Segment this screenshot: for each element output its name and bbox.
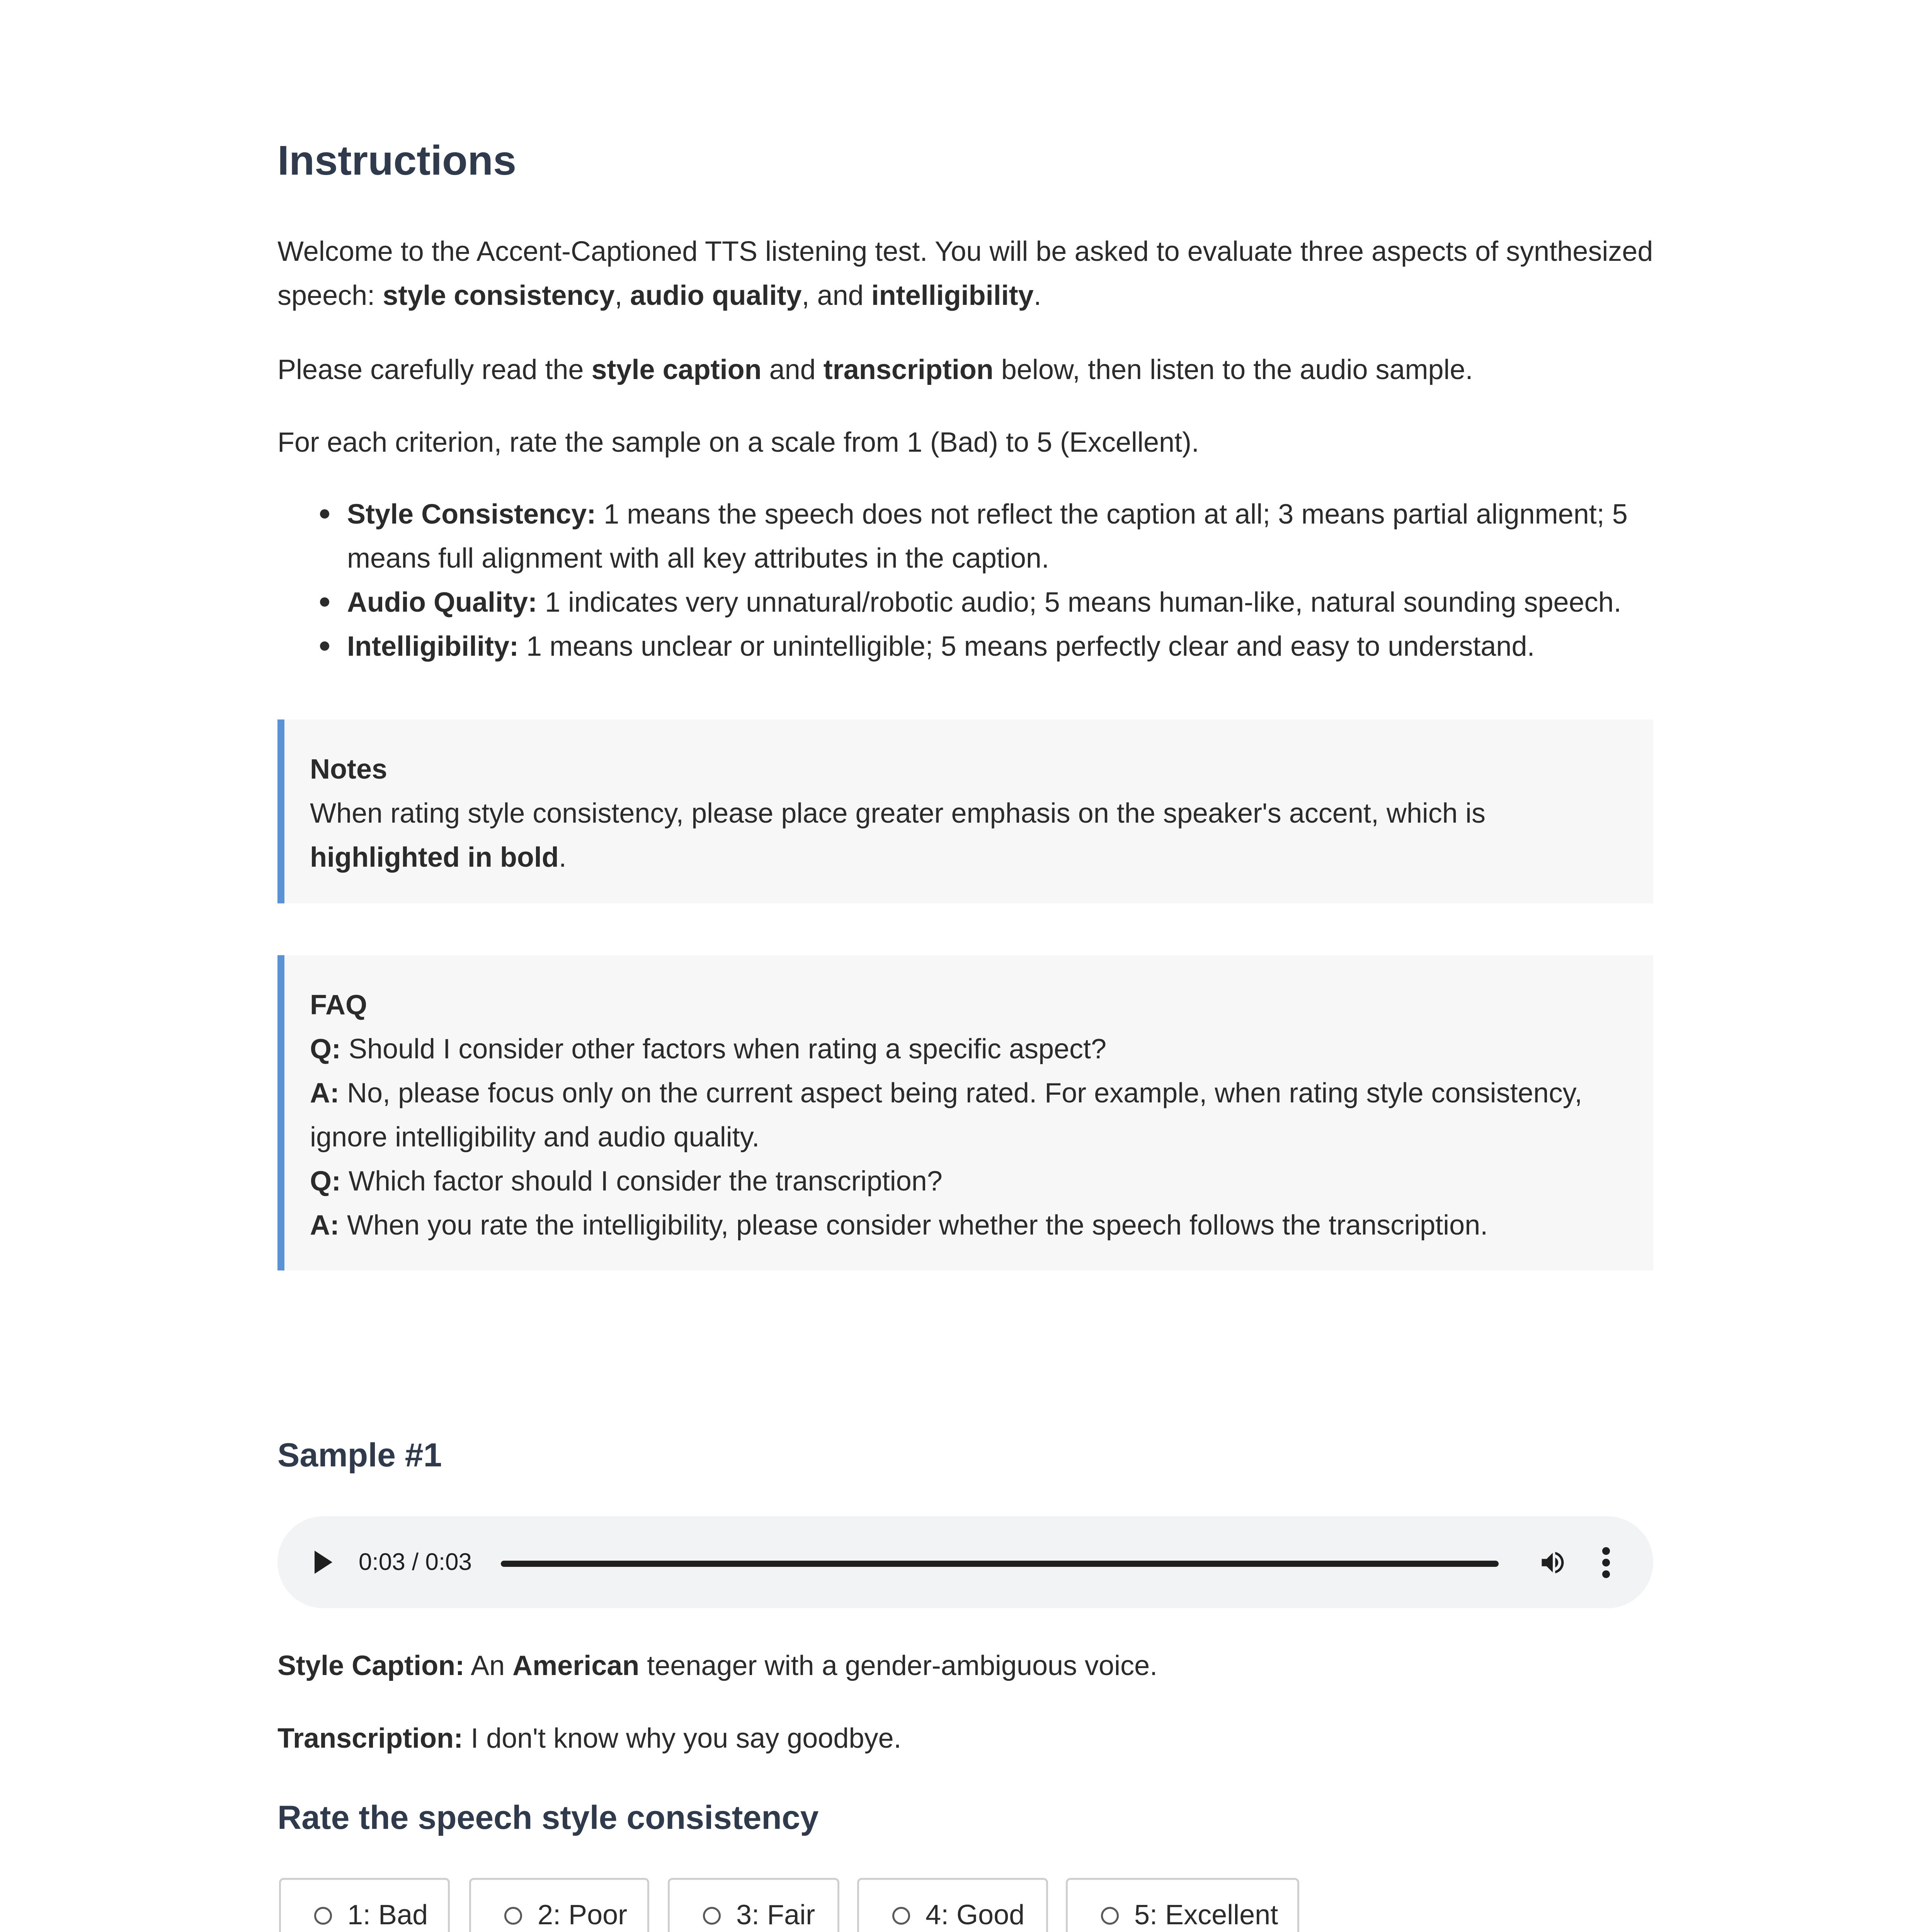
rate-style-title: Rate the speech style consistency <box>277 1799 819 1836</box>
radio-icon[interactable] <box>314 1907 332 1925</box>
audio-progress-bar[interactable] <box>501 1561 1499 1567</box>
audio-progress-fill <box>501 1561 1499 1567</box>
faq-item: A: No, please focus only on the current aspect being rated. For example, when rating style consistency, ignore intelligibility and audio quality. <box>310 1078 1582 1153</box>
audio-time: 0:03 / 0:03 <box>359 1549 472 1575</box>
faq-item: Q: Which factor should I consider the transcription? <box>310 1166 943 1197</box>
transcription: Transcription: I don't know why you say goodbye. <box>277 1723 902 1754</box>
faq-box <box>277 955 1653 1270</box>
notes-title: Notes <box>310 754 388 785</box>
volume-icon[interactable] <box>1538 1548 1567 1577</box>
caption-accent: American <box>512 1650 640 1681</box>
radio-icon[interactable] <box>892 1907 910 1925</box>
radio-icon[interactable] <box>1101 1907 1119 1925</box>
rating-style-option-5[interactable]: 5: Excellent <box>1066 1878 1299 1932</box>
more-vert-icon[interactable] <box>1601 1547 1611 1578</box>
rating-group-style <box>277 1878 1653 1932</box>
faq-item: A: When you rate the intelligibility, please consider whether the speech follows the transcription. <box>310 1210 1488 1241</box>
play-icon[interactable] <box>315 1551 332 1574</box>
sample-title: Sample #1 <box>277 1437 442 1474</box>
read-instructions-paragraph: Please carefully read the style caption and transcription below, then listen to the audio sample. <box>277 354 1473 385</box>
notes-box: Notes When rating style consistency, please place greater emphasis on the speaker's accent, which is highlighted in bold. <box>277 719 1653 903</box>
intro-paragraph: Welcome to the Accent-Captioned TTS listening test. You will be asked to evaluate three aspects of synthesized speech: style consistency, audio quality, and intelligibility. <box>277 236 1653 311</box>
criterion-audio-quality: Audio Quality: 1 indicates very unnatural/robotic audio; 5 means human-like, natural sounding speech. <box>347 580 1653 624</box>
rating-style-option-2[interactable]: 2: Poor <box>469 1878 649 1932</box>
faq-item: Q: Should I consider other factors when rating a specific aspect? <box>310 1034 1107 1065</box>
radio-icon[interactable] <box>504 1907 522 1925</box>
radio-icon[interactable] <box>703 1907 721 1925</box>
criteria-list <box>277 492 1653 668</box>
notes-bold: highlighted in bold <box>310 842 559 873</box>
style-caption: Style Caption: An American teenager with a gender-ambiguous voice. <box>277 1650 1158 1681</box>
instructions-title: Instructions <box>277 137 517 184</box>
scale-paragraph: For each criterion, rate the sample on a scale from 1 (Bad) to 5 (Excellent). <box>277 427 1200 458</box>
rating-style-option-3[interactable]: 3: Fair <box>668 1878 839 1932</box>
audio-player[interactable] <box>277 1516 1653 1608</box>
criterion-intelligibility: Intelligibility: 1 means unclear or unintelligible; 5 means perfectly clear and easy to understand. <box>347 624 1653 668</box>
rating-style-option-4[interactable]: 4: Good <box>857 1878 1048 1932</box>
notes-text: When rating style consistency, please place greater emphasis on the speaker's accent, which is <box>310 798 1485 829</box>
rating-style-option-1[interactable]: 1: Bad <box>279 1878 450 1932</box>
criterion-style-consistency: Style Consistency: 1 means the speech does not reflect the caption at all; 3 means partial alignment; 5 means full alignment with all key attributes in the caption. <box>347 492 1653 580</box>
faq-title: FAQ <box>310 990 368 1020</box>
